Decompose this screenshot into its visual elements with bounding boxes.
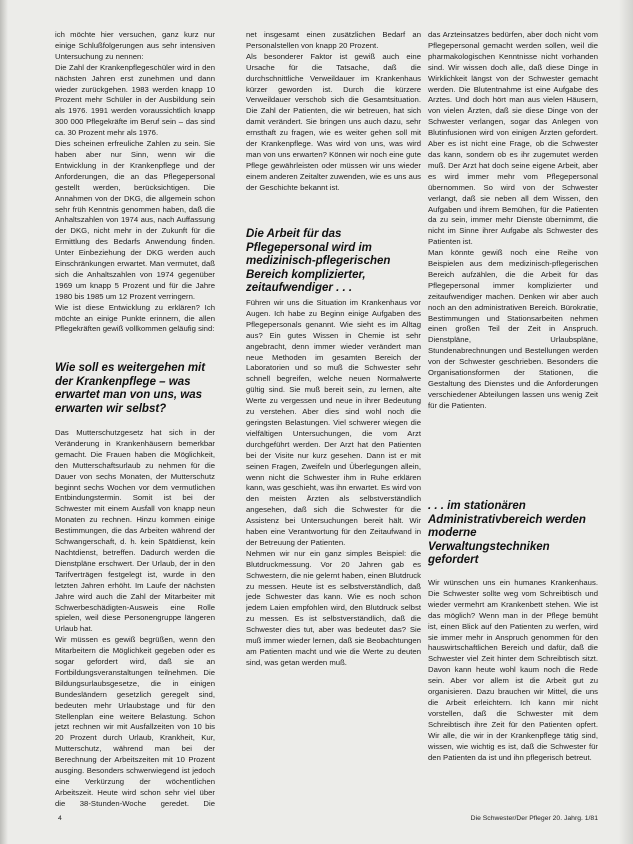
paragraph: Das Mutterschutzgesetz hat sich in der Veränderung in Krankenhäusern bemerkbar gemacht. Die Frauen haben die Möglichkeit, den Mutterschaftsurlaub zu nehmen für die Dauer von sechs Monaten, der Mutterschutz beginnt sechs Wochen vor dem vermutlichen Entbindungstermin. Somit ist bei der Schwester mit einem Ausfall von knapp neun Monaten zu rechnen. Hinzu kommen einige Bestimmungen, die das Arbeiten während der Schwangerschaft, d. h. kein Spätdienst, kein Nachtdienst, betreffen. Dadurch werden die Dienstpläne erschwert. Der Urlaub, der in den Tarifverträgen festgelegt ist, wurde in den letzten Jahren erhöht. Im Laufe der nächsten Jahre wird auch die Zahl der Mitarbeiter mit Schwerbeschädigten-Ausweis eine Rolle spielen, weil diese Personengruppe längeren Urlaub hat.: [55, 428, 215, 634]
paragraph: Man könnte gewiß noch eine Reihe von Beispielen aus dem medizinisch-pflegerischen Bereich aufzählen, die die Arbeit für das Pflegepersonal immer komplizierter und zeitaufwendiger machen. Denken wir aber auch noch an den administrativen Bereich. Bürokratie, Bestimmungen und Stationsarbeiten nehmen einen großen Teil der Zeit in Anspruch. Dienstpläne, Urlaubspläne, Stundenabrechnungen und Bestellungen werden von der Schwester geschrieben. Besonders die Organisationsformen der Stationen, die Gestaltung des Dienstes und die Anforderungen verschiedener Abteilungen lassen uns wenig Zeit für die Patienten.: [428, 248, 598, 410]
paragraph: Führen wir uns die Situation im Krankenhaus vor Augen. Ich habe zu Beginn einige Aufgaben des Pflegepersonals genannt. Wie sieht es im Alltag aus? Ein gutes Wissen in Chemie ist sehr angebracht, denn immer wieder verändert man neue Methoden im gesamten Bereich der Laboratorien und so muß die Schwester sehr schnell begreifen, welche neuen Normalwerte gültig sind. Sie muß bereit sein, zu lernen, alte Werte zu vergessen und neue in ihrer Bedeutung zu verstehen. Aber dies sind wohl noch die geringsten Belastungen. Viel schwerer wiegen die vielfältigen Untersuchungen, die vom Arzt durchgeführt werden. Der Arzt hat den Patienten bei der Visite nur kurz gesehen. Dann ist er mit seinen Fragen, Zweifeln und Überlegungen allein, wenn nicht die Schwester ihm in Ruhe erklären kann, was geschieht, was ihn erwartet. Es wird von den meisten Ärzten als selbstverständlich angesehen, daß sich die Schwester für die Assistenz bei Untersuchungen bereit hält. Wir haben eine Verantwortung für den Zeitaufwand in der Betreuung der Patienten.: [246, 298, 421, 547]
paragraph: Wir müssen es gewiß begrüßen, wenn den Mitarbeitern die Möglichkeit gegeben oder es sogar gefordert wird, daß sie an Fortbildungsveranstaltungen teilnehmen. Die Bildungsurlaubsgesetze, die in einigen Bundesländern gesetzlich geregelt sind, bedeuten mehr Urlaubstage und für den Stellenplan eine weitere Belastung. Schon jetzt rechnen wir mit Ausfallzeiten von 10 bis 20 Prozent durch Urlaub, Krankheit, Kur, Mutterschutz, während man bei der Berechnung der Arbeitszeiten mit 10 Prozent ausging. Besonders schwerwiegend ist jedoch eine Verkürzung der wöchentlichen Arbeitszeit. Heute wird schon sehr viel über die 38-Stunden-Woche geredet. Die: [55, 635, 215, 808]
paragraph: Die Zahl der Krankenpflegeschüler wird in den nächsten Jahren erst zunehmen und dann wieder zurückgehen. 1983 werden knapp 10 Prozent mehr Schüler in der Ausbildung sein als 1976. 1991 werden voraussichtlich knapp 300 000 Pflegekräfte im Beruf sein – das sind ca. 30 Prozent mehr als 1976.: [55, 62, 215, 138]
paragraph: net insgesamt einen zusätzlichen Bedarf an Personalstellen von knapp 20 Prozent.: [246, 30, 421, 50]
paragraph: Nehmen wir nur ein ganz simples Beispiel: die Blutdruckmessung. Vor 20 Jahren gab es Schwestern, die nie gelernt haben, einen Blutdruck zu messen. Heute ist es selbstverständlich, daß jede Schwester das kann. Wie es noch schon jedem Laien empfohlen wird, den Blutdruck selbst zu messen. Es ist selbstverständlich, daß die Schwester dies tut, aber was bedeutet das? Sie muß immer wieder lernen, daß sie Beobachtungen am Patienten macht und wie die Werte zu deuten sind, was getan werden muß.: [246, 548, 421, 667]
left-column-intro: [55, 30, 215, 354]
right-column-intro: [428, 30, 598, 494]
paragraph: das Arzteinsatzes bedürfen, aber doch nicht vom Pflegepersonal gemacht werden sollen, weil die pharmakologischen Kenntnisse nicht vorhanden sind. Wir wissen doch alle, daß diese Dinge in Wirklichkeit längst von der Schwester gemacht werden. Die Blutentnahme ist eine Aufgabe des Arztes. Und doch hört man aus vielen Häusern, von vielen Ärzten, daß sie diese Dinge von der Schwester verlangen, sogar das Anlegen von Blutinfusionen wird von einigen Ärzten gefordert. Aber es ist nicht eine Frage, ob die Schwester das kann, sondern ob es ihr zugemutet werden muß. Der Arzt hat doch seine eigene Arbeit, aber es wird immer mehr vom Pflegepersonal übernommen. So wird von der Schwester verlangt, daß sie neben all dem Wissen, den Aufgaben und ihrem Bemühen, für die Patienten da zu sein, immer mehr Dienste übernimmt, die nicht im Sinne ihrer Aufgabe als Schwester des Patienten ist.: [428, 30, 598, 247]
page-number: 4: [58, 815, 62, 822]
paragraph: Dies scheinen erfreuliche Zahlen zu sein. Sie haben aber nur Sinn, wenn wir die Entwicklung in der Krankenpflege und der Anforderungen, die an das Pflegepersonal gestellt werden, berücksichtigen. Die Annahmen von der DKG, die allgemein schon sehr früh Kenntnis genommen haben, daß die Anhaltszahlen von 1974 aus, nach Auffassung der DKG, nicht mehr in der Zukunft für die Ermittlung des Bedarfs Anwendung finden. Unter Einbeziehung der DKG werden auch Einschränkungen erwartet. Man vermutet, daß sich die Anhaltszahlen von 1974 gegenüber 1969 um knapp 5 Prozent und für die Jahre 1980 bis 1985 um 12 Prozent verringern.: [55, 139, 215, 301]
scan-edge-left: [0, 0, 8, 844]
left-column-body: [55, 428, 215, 810]
paragraph: Wie ist diese Entwicklung zu erklären? Ich möchte an einige Punkte erinnern, die allen Pflegekräften gewiß vollkommen geläufig sind:: [55, 302, 215, 334]
middle-column-heading-block: [246, 228, 422, 296]
section-heading: Wie soll es weitergehen mit der Krankenpflege – was erwartet man von uns, was erwarten wir selbst?: [55, 362, 206, 415]
scan-edge-right: [619, 0, 633, 844]
middle-column-body: [246, 298, 421, 810]
right-column-body: [428, 578, 598, 810]
paragraph: Als besonderer Faktor ist gewiß auch eine Ursache für die Tatsache, daß die durchschnittliche Verweildauer im Krankenhaus kürzer geworden ist. Durch die kürzere Verweildauer verschob sich die Gesamtsituation. Die Zahl der Patienten, die wir betreuen, hat sich damit verändert. Sie bringen uns auch dazu, sehr ernsthaft zu fragen, wie es weiter gehen soll mit der Krankenpflege. Was wird von uns, was wird man von uns erwarten? Können wir noch eine gute Pflege gewährleisten oder müssen wir uns wieder einem anderen Zeitalter zuwenden, wie es uns aus der Geschichte bekannt ist.: [246, 51, 421, 192]
section-heading: Die Arbeit für das Pflegepersonal wird im medizinisch-pflegerischen Bereich komplizierter, zeitaufwendiger . . .: [246, 228, 391, 295]
right-column-heading-block: [428, 500, 598, 572]
middle-column-intro: [246, 30, 421, 220]
paragraph: Wir wünschen uns ein humanes Krankenhaus. Die Schwester sollte weg vom Schreibtisch und wieder vermehrt am Krankenbett stehen. Wie ist das möglich? Wenn man in der Pflege bemüht ist, einen Blick auf den Patienten zu werfen, wird sie immer mehr in Anspruch genommen für den hauswirtschaftlichen Bereich und dafür, daß die Schwester viel Zeit hinter dem Schreibtisch sitzt. Davon kann heute wohl kaum noch die Rede sein. Aber vor allem ist die Arbeit gut zu organisieren. Dazu brauchen wir Mittel, die uns die Arbeit erleichtern. Ich kann mir nicht vorstellen, daß die Schwester mit dem Schreibtisch ihre Zeit für den Patienten opfert. Wir alle, die wir in der Krankenpflege tätig sind, wissen, wie wichtig es ist, daß die Schwester für den Patienten da ist und ihn pflegerisch betreut.: [428, 578, 598, 762]
section-heading: . . . im stationären Administrativbereich werden moderne Verwaltungstechniken gefordert: [428, 500, 586, 567]
left-column-heading-block: [55, 362, 225, 422]
journal-citation: Die Schwester/Der Pfleger 20. Jahrg. 1/81: [470, 815, 598, 822]
paragraph: ich möchte hier versuchen, ganz kurz nur einige Schlußfolgerungen aus sehr intensiven Untersuchung zu nennen:: [55, 30, 215, 61]
